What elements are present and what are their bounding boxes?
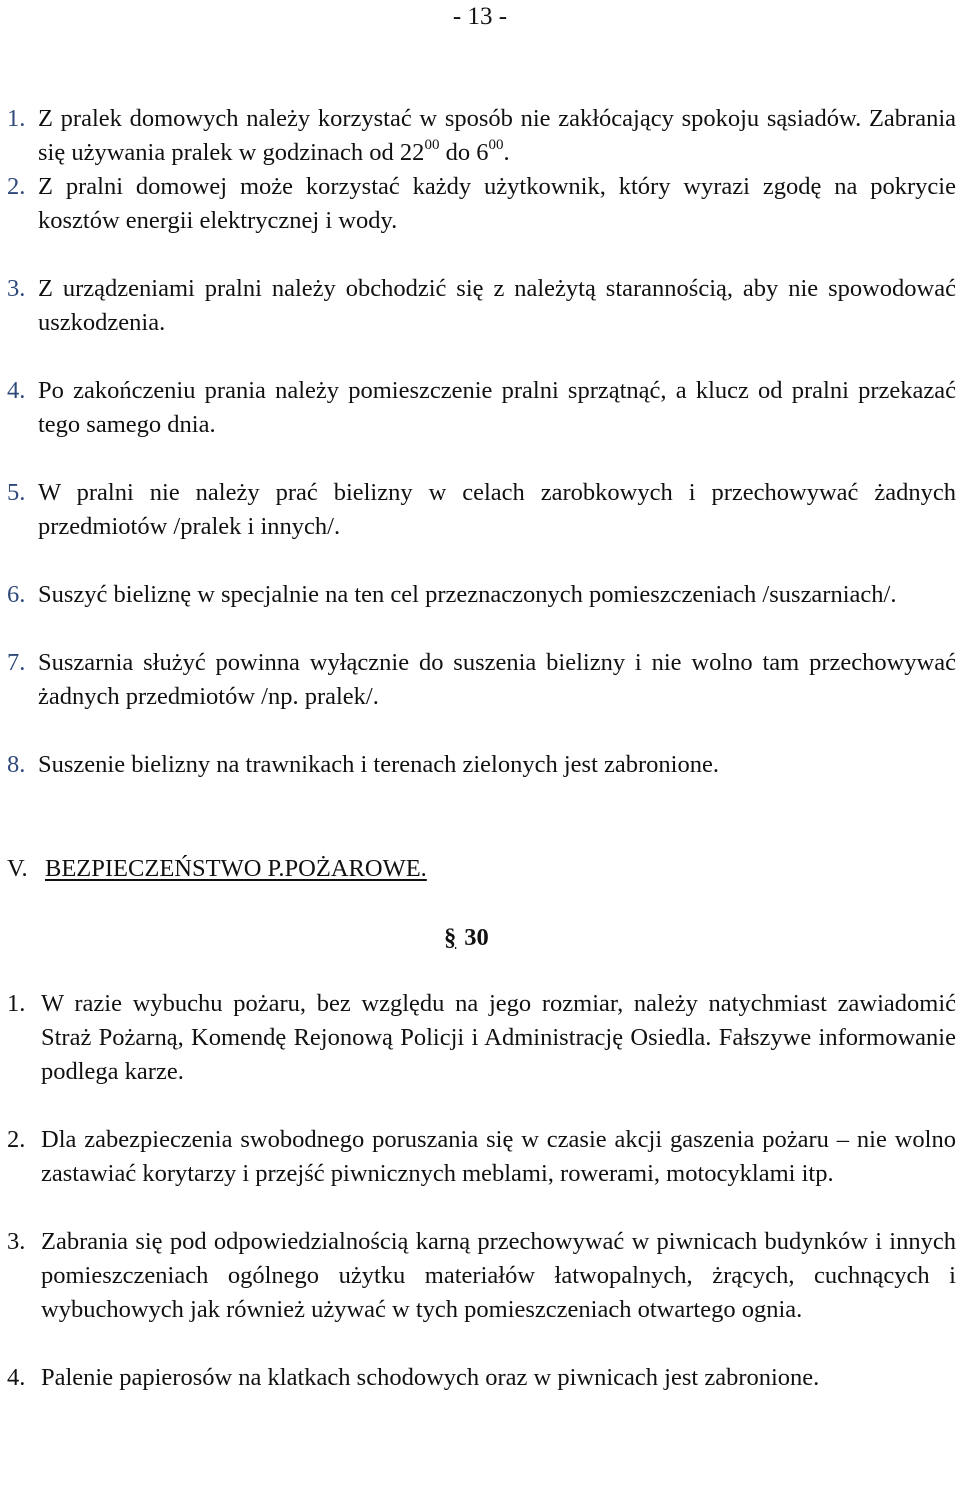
item-number: 4. <box>7 377 26 404</box>
item-number: 3. <box>7 275 26 302</box>
item-number: 4. <box>7 1364 26 1391</box>
laundry-rules-list <box>0 102 960 782</box>
page-number: - 13 - <box>452 3 508 30</box>
section-roman-numeral: V. <box>7 855 28 882</box>
item-number: 1. <box>7 990 26 1017</box>
item-text: Zabrania się pod odpowiedzialnością karną przechowywać w piwnicach budynków i innych pomieszczeniach ogólnego użytku materiałów łatwopalnych, żrących, cuchnących i wybuchowych jak również używać w tych pomieszczeniach otwartego ognia. <box>41 1228 956 1323</box>
item-text: Z pralni domowej może korzystać każdy użytkownik, który wyrazi zgodę na pokrycie kosztów energii elektrycznej i wody. <box>38 173 956 234</box>
item-number: 5. <box>7 479 26 506</box>
paragraph-symbol: § <box>444 924 457 951</box>
list-item-laundry-8 <box>0 748 960 782</box>
item-text: Suszyć bieliznę w specjalnie na ten cel przeznaczonych pomieszczeniach /suszarniach/. <box>38 581 897 608</box>
list-item-laundry-3 <box>0 272 960 340</box>
item-number: 2. <box>7 1126 26 1153</box>
list-item-laundry-2 <box>0 170 960 238</box>
section-title: BEZPIECZEŃSTWO P.POŻAROWE. <box>45 855 427 882</box>
item-text: Suszenie bielizny na trawnikach i terenach zielonych jest zabronione. <box>38 751 719 778</box>
item-text: Z urządzeniami pralni należy obchodzić się z należytą starannością, aby nie spowodować uszkodzenia. <box>38 275 956 336</box>
item-number: 6. <box>7 581 26 608</box>
list-item-laundry-7 <box>0 646 960 714</box>
fire-rules-list <box>0 987 960 1395</box>
list-item-laundry-5 <box>0 476 960 544</box>
item-number: 3. <box>7 1228 26 1255</box>
list-item-laundry-1 <box>0 102 960 170</box>
item-text: Po zakończeniu prania należy pomieszczenie pralni sprzątnąć, a klucz od pralni przekazać tego samego dnia. <box>38 377 956 438</box>
list-item-laundry-4 <box>0 374 960 442</box>
item-text: Palenie papierosów na klatkach schodowych oraz w piwnicach jest zabronione. <box>41 1364 820 1391</box>
item-number: 2. <box>7 173 26 200</box>
paragraph-number: 30 <box>464 924 489 951</box>
item-text: Z pralek domowych należy korzystać w sposób nie zakłócający spokoju sąsiadów. Zabrania się używania pralek w godzinach od $22^{00}$ do $6^{00}$. <box>38 105 956 166</box>
list-item-fire-2 <box>0 1123 960 1191</box>
list-item-fire-1 <box>0 987 960 1089</box>
item-text: W pralni nie należy prać bielizny w celach zarobkowych i przechowywać żadnych przedmiotów /pralek i innych/. <box>38 479 956 540</box>
section-heading <box>7 852 427 886</box>
item-text: Suszarnia służyć powinna wyłącznie do suszenia bielizny i nie wolno tam przechowywać żadnych przedmiotów /np. pralek/. <box>38 649 956 710</box>
item-number: 8. <box>7 751 26 778</box>
list-item-fire-3 <box>0 1225 960 1327</box>
item-number: 7. <box>7 649 26 676</box>
list-item-fire-4 <box>0 1361 960 1395</box>
paragraph-mark <box>444 921 489 955</box>
item-number: 1. <box>7 105 26 132</box>
list-item-laundry-6 <box>0 578 960 612</box>
item-text: Dla zabezpieczenia swobodnego poruszania się w czasie akcji gaszenia pożaru – nie wolno zastawiać korytarzy i przejść piwnicznych meblami, rowerami, motocyklami itp. <box>41 1126 956 1187</box>
item-text: W razie wybuchu pożaru, bez względu na jego rozmiar, należy natychmiast zawiadomić Straż Pożarną, Komendę Rejonową Policji i Administrację Osiedla. Fałszywe informowanie podlega karze. <box>41 990 956 1085</box>
